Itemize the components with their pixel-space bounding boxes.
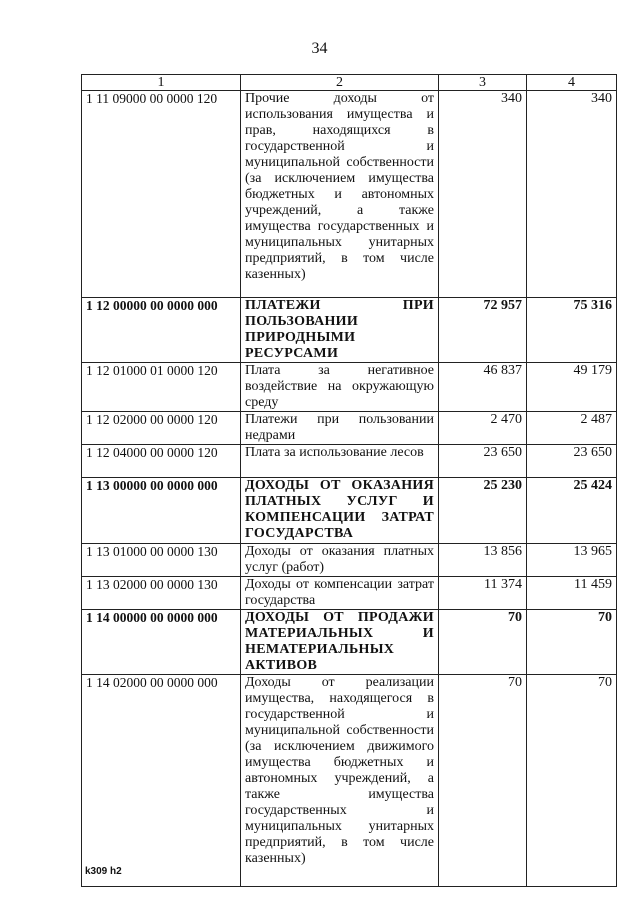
row-value-col4: 70 [527, 675, 617, 887]
table-row [82, 412, 617, 445]
row-value-col3: 340 [439, 91, 527, 298]
row-value-col4: 23 650 [527, 445, 617, 478]
table-row [82, 544, 617, 577]
row-code: 1 12 04000 00 0000 120 [82, 445, 241, 478]
row-value-col4: 70 [527, 610, 617, 675]
table-row [82, 478, 617, 544]
row-value-col3: 11 374 [439, 577, 527, 610]
table-row [82, 363, 617, 412]
row-value-col4: 75 316 [527, 298, 617, 363]
row-description: ДОХОДЫ ОТ ПРОДАЖИ МАТЕРИАЛЬНЫХ И НЕМАТЕРИАЛЬНЫХ АКТИВОВ [241, 610, 439, 675]
row-code: 1 12 00000 00 0000 000 [82, 298, 241, 363]
row-value-col3: 72 957 [439, 298, 527, 363]
row-value-col3: 25 230 [439, 478, 527, 544]
row-value-col3: 13 856 [439, 544, 527, 577]
row-description: Платежи при пользовании недрами [241, 412, 439, 445]
document-footer-code: k309 h2 [85, 866, 122, 877]
page-number: 34 [311, 40, 328, 57]
row-value-col4: 11 459 [527, 577, 617, 610]
row-description: Плата за негативное воздействие на окружающую среду [241, 363, 439, 412]
table-row [82, 675, 617, 887]
row-value-col4: 49 179 [527, 363, 617, 412]
revenue-table [81, 74, 617, 887]
row-code: 1 14 02000 00 0000 000 [82, 675, 241, 887]
table-row [82, 445, 617, 478]
row-code: 1 11 09000 00 0000 120 [82, 91, 241, 298]
row-code: 1 13 00000 00 0000 000 [82, 478, 241, 544]
column-header-3: 3 [439, 75, 527, 91]
row-value-col4: 2 487 [527, 412, 617, 445]
row-value-col3: 23 650 [439, 445, 527, 478]
column-header-4: 4 [527, 75, 617, 91]
column-header-1: 1 [82, 75, 241, 91]
row-code: 1 12 02000 00 0000 120 [82, 412, 241, 445]
table-row [82, 610, 617, 675]
row-value-col4: 25 424 [527, 478, 617, 544]
row-description: ДОХОДЫ ОТ ОКАЗАНИЯ ПЛАТНЫХ УСЛУГ И КОМПЕНСАЦИИ ЗАТРАТ ГОСУДАРСТВА [241, 478, 439, 544]
row-description: Доходы от оказания платных услуг (работ) [241, 544, 439, 577]
row-value-col3: 70 [439, 610, 527, 675]
column-header-2: 2 [241, 75, 439, 91]
table-header-row [82, 75, 617, 91]
row-value-col3: 70 [439, 675, 527, 887]
row-code: 1 13 02000 00 0000 130 [82, 577, 241, 610]
table-row [82, 577, 617, 610]
row-description: Плата за использование лесов [241, 445, 439, 478]
row-value-col3: 46 837 [439, 363, 527, 412]
table-body [82, 91, 617, 887]
row-value-col4: 13 965 [527, 544, 617, 577]
row-value-col3: 2 470 [439, 412, 527, 445]
row-value-col4: 340 [527, 91, 617, 298]
row-description: Доходы от компенсации затрат государства [241, 577, 439, 610]
row-code: 1 13 01000 00 0000 130 [82, 544, 241, 577]
row-description: Прочие доходы от использования имущества и прав, находящихся в государственной и муниципальной собственности (за исключением имущества бюджетных и автономных учреждений, а также имущества государственных и муниципальных унитарных предприятий, в том числе казенных) [241, 91, 439, 298]
row-code: 1 14 00000 00 0000 000 [82, 610, 241, 675]
row-code: 1 12 01000 01 0000 120 [82, 363, 241, 412]
table-row [82, 298, 617, 363]
table-row [82, 91, 617, 298]
row-description: ПЛАТЕЖИ ПРИ ПОЛЬЗОВАНИИ ПРИРОДНЫМИ РЕСУРСАМИ [241, 298, 439, 363]
row-description: Доходы от реализации имущества, находящегося в государственной и муниципальной собственности (за исключением движимого имущества бюджетных и автономных учреждений, а также имущества государственных и муниципальных унитарных предприятий, в том числе казенных) [241, 675, 439, 887]
